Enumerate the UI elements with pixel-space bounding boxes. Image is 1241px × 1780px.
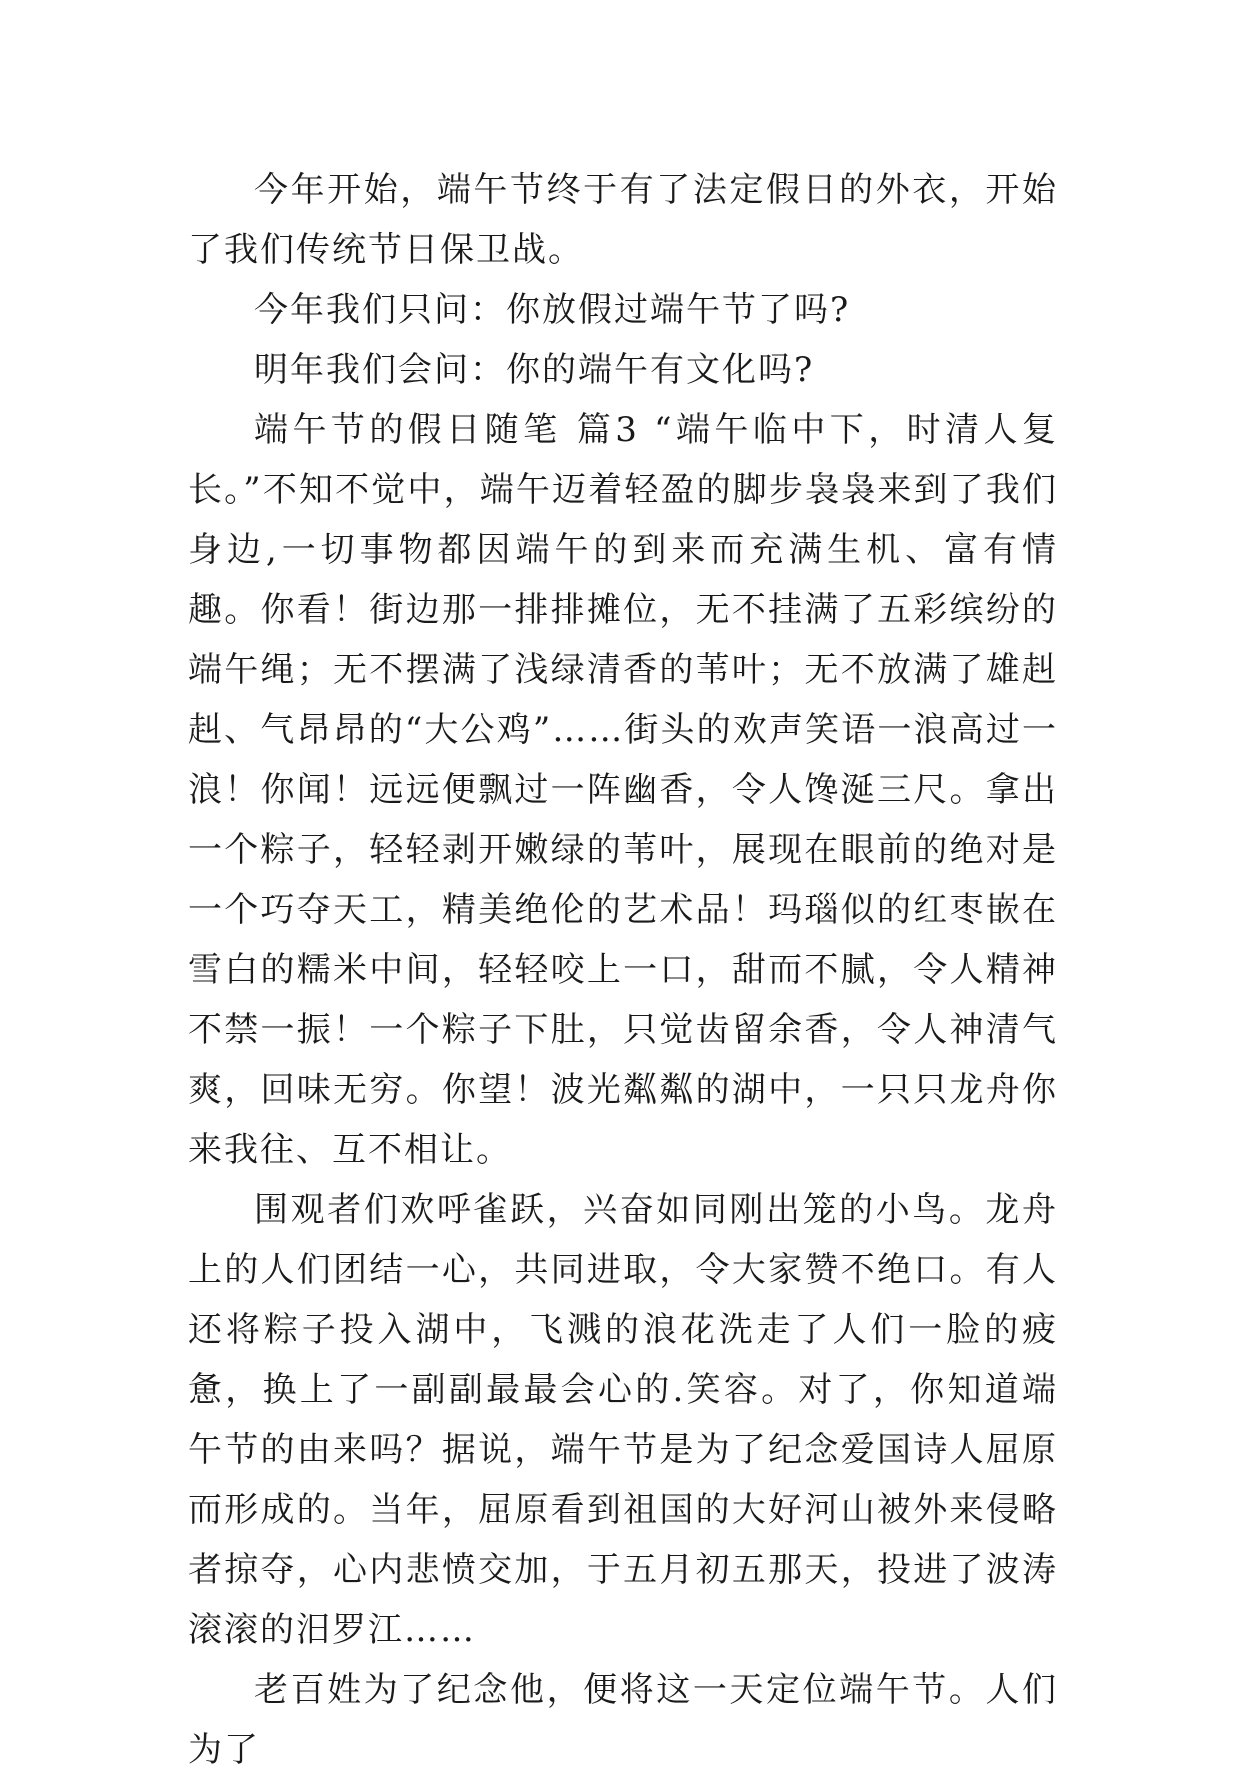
paragraph: 今年我们只问：你放假过端午节了吗?: [254, 290, 851, 330]
paragraph: 明年我们会问：你的端午有文化吗?: [254, 350, 815, 390]
paragraph: 今年开始，端午节终于有了法定假日的外衣，开始了我们传统节日保卫战。: [188, 170, 1058, 270]
document-body: [188, 160, 1058, 1780]
paragraph: 围观者们欢呼雀跃，兴奋如同刚出笼的小鸟。龙舟上的人们团结一心，共同进取，令大家赞不绝口。有人还将粽子投入湖中，飞溅的浪花洗走了人们一脸的疲惫，换上了一副副最最会心的.笑容。对了，你知道端午节的由来吗？据说，端午节是为了纪念爱国诗人屈原而形成的。当年，屈原看到祖国的大好河山被外来侵略者掠夺，心内悲愤交加，于五月初五那天，投进了波涛滚滚的汨罗江……: [188, 1190, 1058, 1650]
paragraph: 端午节的假日随笔 篇3 “端午临中下，时清人复长。”不知不觉中，端午迈着轻盈的脚步袅袅来到了我们身边,一切事物都因端午的到来而充满生机、富有情趣。你看！街边那一排排摊位，无不挂满了五彩缤纷的端午绳；无不摆满了浅绿清香的苇叶；无不放满了雄赳赳、气昂昂的“大公鸡”……街头的欢声笑语一浪高过一浪！你闻！远远便飘过一阵幽香，令人馋涎三尺。拿出一个粽子，轻轻剥开嫩绿的苇叶，展现在眼前的绝对是一个巧夺天工，精美绝伦的艺术品！玛瑙似的红枣嵌在雪白的糯米中间，轻轻咬上一口，甜而不腻，令人精神不禁一振！一个粽子下肚，只觉齿留余香，令人神清气爽，回味无穷。你望！波光粼粼的湖中，一只只龙舟你来我往、互不相让。: [188, 410, 1058, 1170]
paragraph: 老百姓为了纪念他，便将这一天定位端午节。人们为了: [188, 1670, 1058, 1770]
